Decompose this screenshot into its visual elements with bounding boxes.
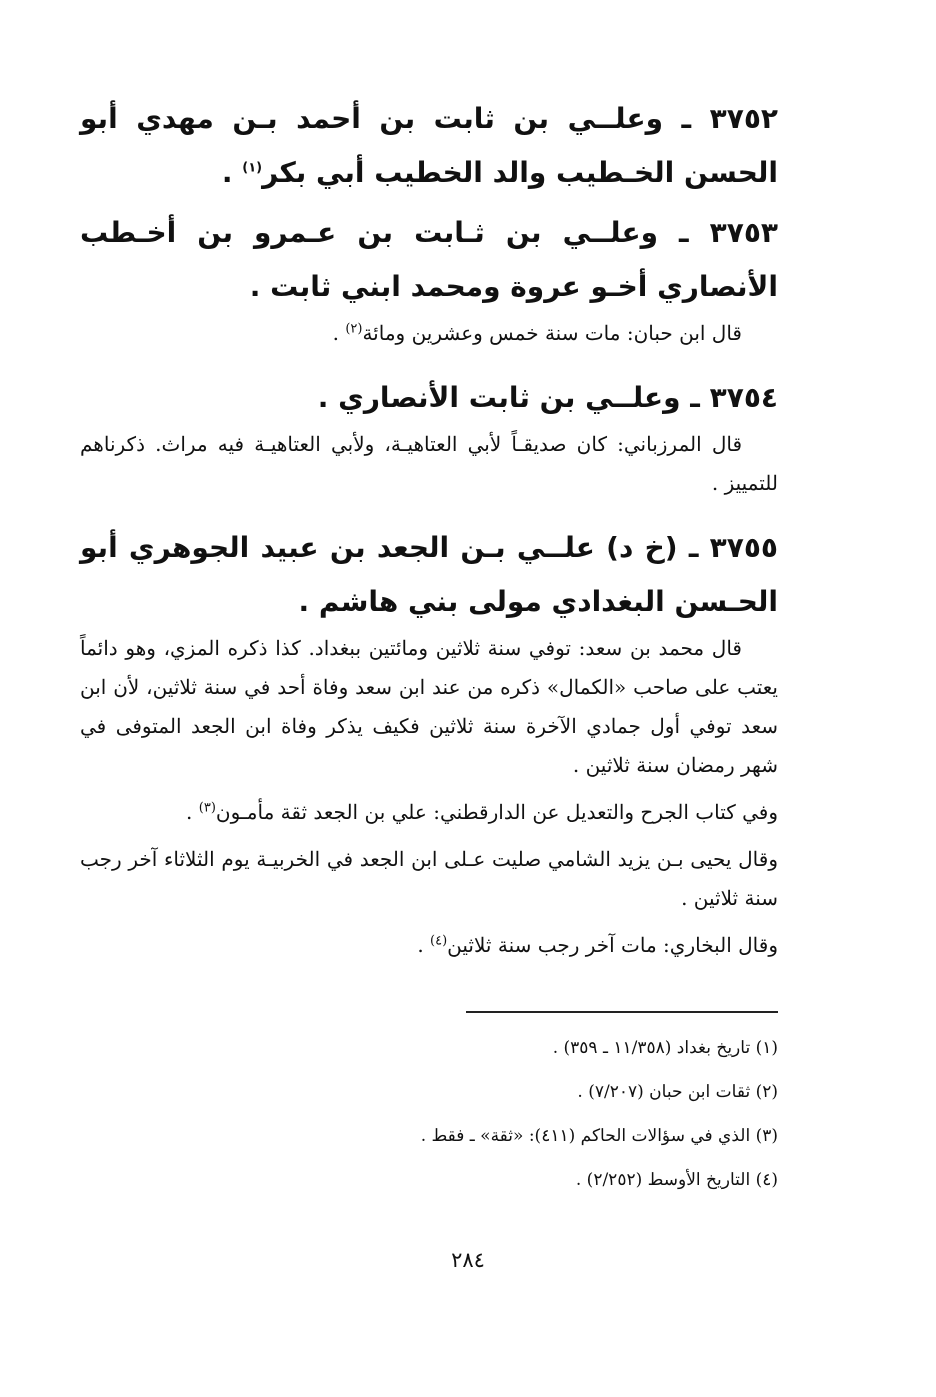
page-body (80, 92, 778, 965)
entry-paragraph: وقال يحيى بـن يزيد الشامي صليت عـلى ابن الجعد في الخربيـة يوم الثلاثاء آخر رجب سنة ثلاثين . (80, 847, 778, 910)
footnote-item: (٤) التاريخ الأوسط (٢/٢٥٢) . (575, 1170, 778, 1190)
entry-heading-3752 (80, 92, 778, 200)
entry-paragraph (80, 926, 778, 965)
footnote-item: (٣) الذي في سؤالات الحاكم (٤١١): «ثقة» ـ فقط . (420, 1126, 778, 1146)
entry-paragraph-text: وفي كتاب الجرح والتعديل عن الدارقطني: علي بن الجعد ثقة مأمـون (215, 800, 778, 824)
footnote-ref[interactable]: (٢) (345, 321, 363, 337)
entry-body-text: قال ابن حبان: مات سنة خمس وعشرين ومائة (362, 321, 742, 345)
entry-heading-text: ٣٧٥٢ ـ وعلــي بن ثابت بن أحمد بـن مهدي أبو الحسن الخـطيب والد الخطيب أبي بكر (80, 102, 778, 189)
entry-heading-3755: ٣٧٥٥ ـ (خ د) علــي بـن الجعد بن عبيد الجوهري أبو الحـسن البغدادي مولى بني هاشم . (80, 531, 778, 618)
entry-body-end: . (332, 321, 346, 345)
entry-paragraph (80, 793, 778, 832)
entry-paragraph-text: وقال البخاري: مات آخر رجب سنة ثلاثين (447, 933, 778, 957)
footnote-ref[interactable]: (٣) (198, 800, 216, 816)
entry-paragraph: قال محمد بن سعد: توفي سنة ثلاثين ومائتين ببغداد. كذا ذكره المزي، وهو دائماً يعتب على صاحب «الكمال» ذكره من عند ابن سعد وفاة أحد في سنة ثلاثين، لأن ابن سعد توفي أول جمادي الآخرة سنة ثلاثين فكيف يذكر وفاة ابن الجعد المتوفى في شهر رمضان سنة ثلاثين . (80, 636, 778, 777)
footnote-item: (٢) ثقات ابن حبان (٧/٢٠٧) . (577, 1082, 778, 1102)
footnote-item: (١) تاريخ بغداد (١١/٣٥٨ ـ ٣٥٩) . (552, 1038, 778, 1058)
entry-heading-end: . (221, 156, 243, 189)
entry-body-3753 (80, 314, 778, 353)
entry-heading-3754: ٣٧٥٤ ـ وعلــي بن ثابت الأنصاري . (317, 381, 778, 414)
entry-heading-3753: ٣٧٥٣ ـ وعلــي بن ثـابت بن عـمرو بن أخـطب الأنصاري أخـو عروة ومحمد ابني ثابت . (80, 216, 778, 303)
entry-paragraph-end: . (186, 800, 199, 824)
footnote-ref[interactable]: (٤) (430, 933, 448, 949)
page-number: ٢٨٤ (451, 1248, 485, 1272)
footnote-separator (466, 1011, 778, 1013)
entry-body-3754: قال المرزباني: كان صديقـاً لأبي العتاهيـة، ولأبي العتاهيـة فيه مراث. ذكرناهم للتمييز . (80, 432, 778, 495)
footnote-ref[interactable]: (١) (242, 160, 263, 176)
entry-paragraph-end: . (417, 933, 431, 957)
footnotes-list (80, 1026, 778, 1202)
